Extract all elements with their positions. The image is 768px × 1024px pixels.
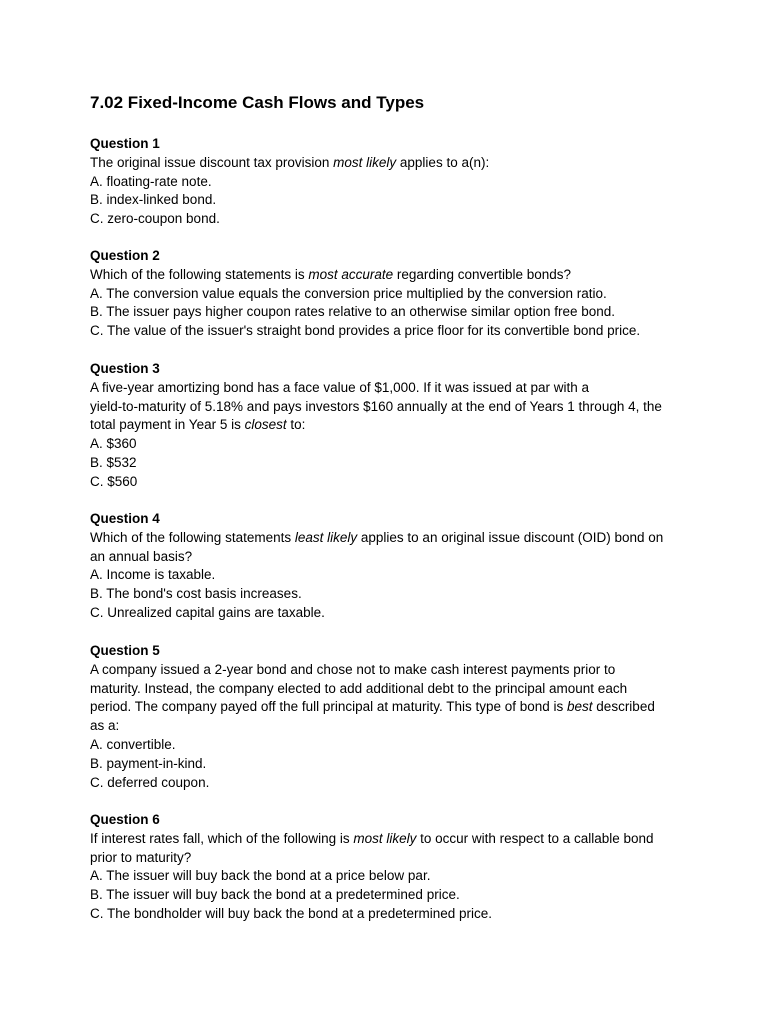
answer-option: C. deferred coupon. [90, 774, 210, 790]
answer-option: B. The bond's cost basis increases. [90, 586, 302, 602]
emphasis-text: most likely [353, 830, 417, 846]
question-block [90, 135, 710, 229]
answer-option: A. floating-rate note. [90, 173, 212, 189]
answer-option: B. The issuer will buy back the bond at a predetermined price. [90, 887, 460, 903]
question-text: as a: [90, 718, 120, 734]
answer-option: C. The value of the issuer's straight bond provides a price floor for its convertible bond price. [90, 323, 641, 339]
question-text: prior to maturity? [90, 849, 192, 865]
question-text: period. The company payed off the full principal at maturity. This type of bond is best described [90, 699, 655, 715]
emphasis-text: least likely [294, 529, 358, 545]
emphasis-text: best [567, 699, 593, 715]
answer-option: A. convertible. [90, 736, 176, 752]
question-text: A company issued a 2-year bond and chose not to make cash interest payments prior to [90, 661, 616, 677]
answer-option: B. index-linked bond. [90, 192, 217, 208]
document-title: 7.02 Fixed-Income Cash Flows and Types [90, 93, 425, 112]
question-text: If interest rates fall, which of the following is most likely to occur with respect to a callable bond [90, 830, 654, 846]
answer-option: C. $560 [90, 473, 138, 489]
question-text: Which of the following statements is most accurate regarding convertible bonds? [90, 266, 572, 282]
question-text: A five-year amortizing bond has a face value of $1,000. If it was issued at par with a [90, 379, 590, 395]
answer-option: B. $532 [90, 454, 137, 470]
question-block [90, 642, 710, 792]
question-text: yield-to-maturity of 5.18% and pays investors $160 annually at the end of Years 1 through 4, the [90, 398, 662, 414]
answer-option: A. $360 [90, 436, 137, 452]
question-block [90, 247, 710, 341]
answer-option: A. The issuer will buy back the bond at a price below par. [90, 868, 431, 884]
question-text: an annual basis? [90, 548, 193, 564]
question-block [90, 360, 710, 492]
emphasis-text: closest [244, 417, 287, 433]
question-text: Which of the following statements least likely applies to an original issue discount (OID) bond on [90, 529, 664, 545]
question-text: maturity. Instead, the company elected to add additional debt to the principal amount each [90, 680, 628, 696]
answer-option: C. Unrealized capital gains are taxable. [90, 604, 325, 620]
question-text: The original issue discount tax provision most likely applies to a(n): [90, 154, 490, 170]
question-heading: Question 1 [90, 136, 160, 151]
question-heading: Question 4 [90, 511, 160, 526]
answer-option: A. Income is taxable. [90, 567, 216, 583]
question-heading: Question 3 [90, 361, 160, 376]
answer-option: B. payment-in-kind. [90, 755, 207, 771]
emphasis-text: most accurate [308, 266, 394, 282]
answer-option: C. zero-coupon bond. [90, 211, 220, 227]
answer-option: B. The issuer pays higher coupon rates relative to an otherwise similar option free bond. [90, 304, 616, 320]
question-block [90, 811, 710, 924]
question-heading: Question 2 [90, 248, 160, 263]
emphasis-text: most likely [333, 154, 397, 170]
answer-option: C. The bondholder will buy back the bond at a predetermined price. [90, 905, 492, 921]
question-heading: Question 6 [90, 812, 160, 827]
question-heading: Question 5 [90, 643, 160, 658]
question-text: total payment in Year 5 is closest to: [90, 417, 306, 433]
question-block [90, 510, 710, 623]
answer-option: A. The conversion value equals the conversion price multiplied by the conversion ratio. [90, 285, 607, 301]
